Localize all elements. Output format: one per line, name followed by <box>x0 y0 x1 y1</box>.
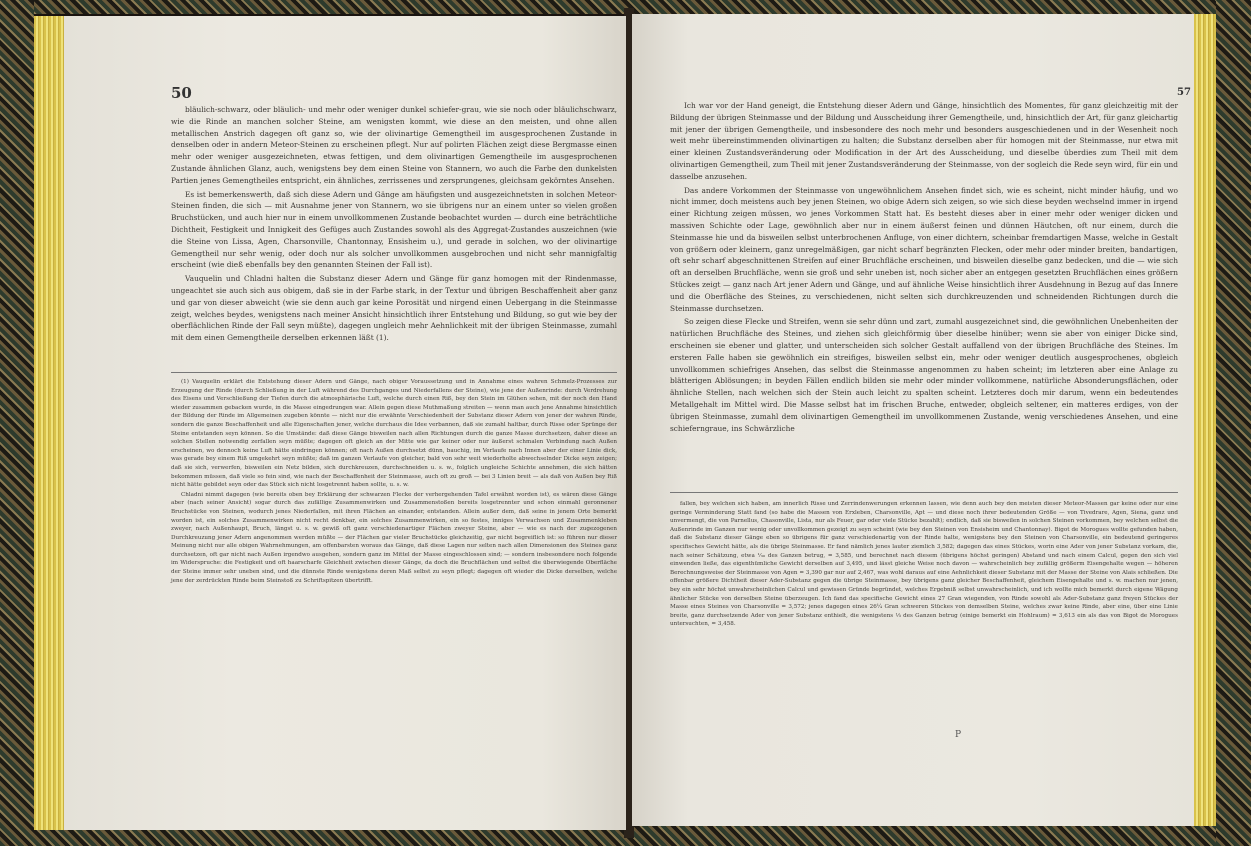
footnote: fallen, bey welchen sich haben, am innerlich Risse und Zerrindenwerungen erkennen lassen, wie denn auch bey den meisten dieser Meteor-Massen gar keine oder nur eine geringe Verminderung Statt fand (so habe die Massen von Erxleben, Charsonville, Apt — und diese noch ihrer bedeutenden Größe — von Tivedrare, Agen, Siena, ganz und unvermengt, die von Parnellus, Chasonville, Lista, nur als Feuer, gar oder viele Stücke bezahlt); endlich, daß sie bisweilen in solchen Steinen vorkommen, bey welchen selbst die Außenrinde im Ganzen nur wenig oder unvollkommen gezeigt zu seyn scheint (wie bey den Steinen von Ensisheim und Chantonnay). Bigot de Morogues wollte gefunden haben, daß die Substanz dieser Gänge eben so übrigens für ganz verschiedenartig von der Rinde halte, wenigstens bey den Steinen von Charsonville, ein bedeutend geringeres specifisches Gewicht hätte, als die übrige Steinmasse. Er fand nämlich jenes lauter ziemlich 3,582; dagegen das eines Stückes, worin eine Ader von jener Substanz vorkam, die, nach seiner Schätzung, etwa ¹⁄₃₀ des Ganzen betrug, = 3,585, und berechnet nach diesem (übrigens höchst geringen) Abstand und nach einem Calcul, gegen den sich viel einwenden ließe, das eigenthümliche Gewicht derselben auf 3,495, und lässt gleiche Weise noch davon — wahrscheinlich bey zufällig größerm Eisengehalte wegen — höheren Berechnungsweise der Steinmasse von Agen = 3,390 gar nur auf 2,467, was wohl daraus auf eine Aehnlichkeit dieser Substanz mit der Masse der Steine von Alais schließen. Die offenbar größere Dichtheit dieser Ader-Substanz gegen die übrige Steinmasse, bey übrigens ganz gleicher Beschaffenheit, gleichem Eisengehalte und s. w. machen nur jenen, bey ein sehr höchst unwahrscheinlichen Calcul und gewissen Gründe begründet, welches Ergebniß selbst unwahrscheinlich, und ich wollte mich bemerkt durch eigene Wägung ähnlicher Stücke von derselben Steine überzeugen. Ich fand das specifische Gewicht eines 27 Gran wiegenden, von Rinde sowohl als Ader-Substanz ganz freyen Stückes der Masse eines Steines von Charsonville = 3,572; jenes dagegen eines 26¼ Gran schweren Stückes von demselben Steine, welches zwar keine Rinde, aber eine, über eine Linie breite, ganz durchsetzende Ader von jener Substanz enthielt, die wenigstens ⅓ des Ganzen betrug (einige bemerkt ein Hohlraum) = 3,613 ein als das von Bigot de Morogues untersuchten, = 3,458. <box>670 501 1178 628</box>
footnote: (1) Vauquelin erklärt die Entstehung dieser Adern und Gänge, nach obiger Voraussetzung und in Annahme eines wahren Schmelz-Prozesses zur Erzeugung der Rinde (durch Schließung in der Luft während des Durchganges und Niederfallens der Steine), wie jene der Außenrinde: durch Verdrehung des Eisens und Verschließung der Tiefen durch die atmosphärische Luft, welche durch einen Riß, bey den Stein im Glühen sehen, mit der noch den Hand wieder zusammen gebacken wurde, in die Masse eingedrungen war. Allein gegen diese Muthmaßung streiten — wenn man auch jene Annahme hinsichtlich der Bildung der Rinde im Allgemeinen zugeben könnte — nicht nur die erwähnte Verschiedenheit der Substanz dieser Adern von jener der wahren Rinde, sondern die ganze Beschaffenheit und alle Eigenschaften jener, welche durchaus die Idee verbannen, daß sie zumahl haltbar, durch Risse oder Sprünge der Steine entstanden seyn können. So die Umstände: daß diese Gänge bisweilen nach allen Richtungen durch die ganze Masse durchsetzen, daher diese an solchen Stellen notwendig zerfallen seyn müßte; dagegen oft gleich an der Mitte wie gar keiner oder nur äußerst schmalen Verbindung nach Außen erscheinen, wo dennoch keine Luft hätte eindringen können; oft nach Außen durchsetzt dünn, bauchig, im Verlaufe nach Innen aber der einer Linie dick, was gerade bey einem Riß umgekehrt seyn müßte; daß im ganzen Verlaufe von gleicher, bald von sehr weit wiederholte abwechselnder Dicke seyn zeigen; daß sie sich, verwerfen, bisweilen ein Netz bilden, sich durchkreuzen, durchschneiden u. s. w., folglich ungleiche Schichte annehmen, die sich hätten bekommen müssen, daß viele so fein sind, wie nach der Beschaffenheit der Steinmasse, auch oft zu groß — bei 3 Linien breit — als daß von Außen bey Riß nicht hätte gebildet seyn oder das Stück sich nicht losgetrennt haben sollte, u. s. w. <box>171 379 617 489</box>
left-page <box>64 16 626 830</box>
footnote-divider <box>171 372 617 373</box>
book-cover-left <box>0 0 34 846</box>
paragraph: Vauquelin und Chladni halten die Substanz dieser Adern und Gänge für ganz homogen mit der Rindenmasse, ungeachtet sie auch sich aus obigem, daß sie in der Farbe stark, in der Textur und übrigen Beschaffenheit aber ganz und gar von dieser abweicht (wie sie denn auch gar keine Porosität und nirgend einen Uebergang in die Steinmasse zeigt, welches beydes, wenigstens nach meiner Ansicht hinsichtlich ihrer Entstehung und Bildung, so gut wie bey der oberflächlichen Rinde der Fall seyn müßte), dagegen ungleich mehr Aehnlichkeit mit der übrigen Steinmasse, zumahl mit dem einen Gemengtheile derselben erkennen läßt (1). <box>171 274 617 343</box>
page-number: 57 <box>1177 87 1191 98</box>
footnotes <box>171 378 617 586</box>
page-edges-right <box>1194 14 1216 826</box>
footnote: Chladni nimmt dagegen (wie bereits oben bey Erklärung der schwarzen Flecke der verhergehenden Tafel erwähnt worden ist), es wären diese Gänge aber (nach seiner Ansicht) sogar durch das zufällige Zusammenwirken und Zusammenstoßen bereits losgetrennter und schon einmahl geronnener Bruchstücke von Steinen, wodurch jenes Niederfallen, mit ihren Flächen an einander, entstanden. Allein außer dem, daß seine in jenem Orte bemerkt worden ist, ein solches Zusammenwirken nicht recht denkbar, ein solches Zusammenwirken, ein so festes, inniges Verwachsen und Zusammenkleben zweyer, nach Außenhaupt, Bruch, längst u. s. w. gewiß oft ganz verschiedenartiger Flächen zweyer Steine, aber — wie es nach der zugezogenen Durchkreuzung jener Adern angenommen werden müßte — der Flächen gar vieler Bruchstücke gleichzeitig, gar nicht begreiflich ist: so führen nur dieser Meinung nicht nur alle obigen Wahrnehmungen, am offenbarsten woraus das Gänge, daß diese Lagen nur selten nach allen Dimensionen des Steines ganz durchsetzen, oft gar nicht nach Außen irgendwo ausgehen, sondern ganz im Mittel der Masse eingeschlossen sind; — sondern insbesondere noch folgende im Widerspruche: die Festigkeit und oft haarscharfe Gleichheit zwischen dieser Gänge, da doch die Bruchflächen und selbst die überwiegende Oberfläche der Steine immer sehr uneben sind, und die dünnste Rinde wenigstens deren Maß selbst zu seyn pflegt; dagegen oft wieder die Dicke derselben, welche jene der zerdrückten Rinde beim Steinstoß zu Schriftspitzen übertrifft. <box>171 491 617 584</box>
main-text <box>670 100 1178 436</box>
paragraph: Es ist bemerkenswerth, daß sich diese Adern und Gänge am häufigsten und ausgezeichnetsten in solchen Meteor-Steinen finden, die sich — mit Ausnahme jener von Stannern, wo sie übrigens nur an einem unter so vielen großen Bruchstücken, und auch hier nur in einem unvollkommenen Zustande beobachtet wurden — durch eine beträchtliche Dichtheit, Festigkeit und Innigkeit des Gefüges auch Zustandes sowohl als des Aggregat-Zustandes auszeichnen (wie die Steine von Lissa, Agen, Charsonville, Chantonnay, Ensisheim u.), und gerade in solchen, wo der olivinartige Gemengtheil nur sehr wenig, oder doch nur als solcher unvollkommen ausgebrochen und nicht sehr mannigfaltig erscheint (wie dieß ebenfalls bey den genannten Steinen der Fall ist). <box>171 189 617 270</box>
paragraph: So zeigen diese Flecke und Streifen, wenn sie sehr dünn und zart, zumahl ausgezeichnet sind, die gewöhnlichen Unebenheiten der natürlichen Bruchfläche des Steines, und ziehen sich gleichförmig über dieselbe hinüber; wenn sie aber von einiger Dicke sind, erscheinen sie ebener und glatter, und unterscheiden sich solcher Gestalt auffallend von der übrigen Bruchfläche des Steines. Im ersteren Falle haben sie gewöhnlich ein streifiges, bisweilen selbst ein, mehr oder weniger deutlich ausgesprochenes, obgleich unvollkommen schiefriges Ansehen, das selbst die Steinmasse angenommen zu haben scheint; im letzteren aber eine Anlage zu blätterigen Ablösungen; in beyden Fällen endlich bilden sie mehr oder minder vollkommene, natürliche Absonderungsflächen, oder ähnliche Stellen, nach welchen sich der Stein auch leicht zu spalten scheint. Letzteres doch mir darum, wenn ein bedeutendes Metallgehalt im Mittel wird. Die Masse selbst hat im frischen Bruche, entweder, obgleich seltener, ein matteres erdiges, von der übrigen Steinmasse, zumahl dem olivinartigen Gemengtheil im unvollkommenen Zustande, wenig verschiedenes Ansehen, und eine schieferngraue, ins Schwärzliche <box>670 317 1178 433</box>
paragraph: Das andere Vorkommen der Steinmasse von ungewöhnlichem Ansehen findet sich, wie es scheint, nicht minder häufig, und wo nicht immer, doch meistens auch bey jenen Steinen, wo obige Adern sich zeigen, so wie sich diese beyden wechselnd immer in irgend einer Richtung zeigen müssen, wo jenes Vorkommen Statt hat. Es besteht dieses aber in einer mehr oder weniger dicken und massiven Schichte oder Lage, gewöhnlich aber nur in einem äußerst feinen und dünnen Häutchen, oft nur einem, durch die Steinmasse hie und da bisweilen selbst unterbrochenen Anfluge, von einer dichtern, scheinbar fremdartigen Masse, welche in Gestalt von größern oder kleinern, ganz unregelmäßigen, gar nicht scharf begränzten Flecken, oder mehr oder minder breiten, bandartigen, oft sehr scharf abgeschnittenen Streifen auf einer Bruchfläche erscheinen, und bisweilen dieselbe ganz bedecken, und die — wie sich oft an derselben Bruchfläche, wenn sie groß und sehr uneben ist, noch sicher aber an entgegen gesetzten Bruchflächen eines größern Stückes zeigt — ganz nach Art jener Adern und Gänge, und auf ähnliche Weise hinsichtlich ihrer Ausdehnung in Bezug auf das Innere und die Oberfläche des Steines, zu verschiedenen, nicht selten sich durchkreuzenden und schneidenden Richtungen durch die Steinmasse durchsetzen. <box>670 185 1178 313</box>
right-page <box>632 14 1194 826</box>
footnote-divider <box>670 492 1178 493</box>
paragraph: Ich war vor der Hand geneigt, die Entstehung dieser Adern und Gänge, hinsichtlich des Momentes, für ganz gleichzeitig mit der Bildung der übrigen Steinmasse und der Bildung und Ausscheidung ihrer Gemengtheile, und, hinsichtlich der Art, für ganz gleichartig mit jener der übrigen Gemengtheile, und insbesondere des noch mehr und besonders ausgeschiedenen und in der Wesenheit noch weit mehr übereinstimmenden olivinartigen zu halten; die Substanz derselben aber für homogen mit der Steinmasse, nur etwa mit einer kleinen Zustandsveränderung oder Modification in der Art des Ausscheidung, und dieselbe überdies zum Theil mit dem olivinartigen Gemengtheil, zum Theil mit jener Zustandsveränderung der Steinmasse, von der sogleich die Rede seyn wird, für ein und dasselbe anzusehen. <box>670 101 1178 181</box>
paragraph: bläulich-schwarz, oder bläulich- und mehr oder weniger dunkel schiefer-grau, wie sie noch oder bläulichschwarz, wie die Rinde an manchen solcher Steine, am wenigsten kommt, wie diese an den meisten, und ohne allen metallischen Anstrich dagegen oft ganz so, wie der olivinartige Gemengtheil im ausgesprochenen Zustande in denselben oder in andern Meteor-Steinen zu erscheinen pflegt. Nur auf polirten Flächen zeigt diese Bergmasse einen mehr oder weniger ausgezeichneten, etwas fettigen, und dem olivinartigen Gemengtheile im ausgesprochenen Zustande ähnlichen Glanz, auch, wenigstens bey dem einen Steine von Stannern, wo auch die Farbe den dunkelsten Partien jenes Gemengtheiles entspricht, ein ähnliches, zerrissenes und zersprungenes, gleichsam gekörntes Ansehen. <box>171 105 617 185</box>
signature-mark: P <box>955 730 962 740</box>
book-cover-right <box>1216 0 1251 846</box>
footnotes <box>670 500 1178 630</box>
page-edges-left <box>34 16 64 830</box>
main-text <box>171 104 617 346</box>
page-number: 50 <box>171 84 192 102</box>
